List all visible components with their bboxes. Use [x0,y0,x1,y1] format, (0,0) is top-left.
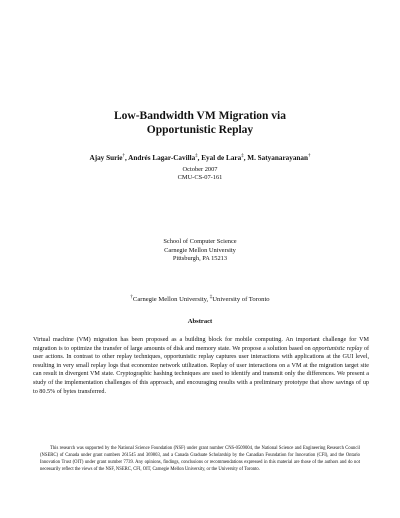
title-line-1: Low-Bandwidth VM Migration via [114,110,286,122]
footnote-text: This research was supported by the National Science Foundation (NSF) under grant number CNS-0509004, the National Science and Engineering Research Council (NSERC) of Canada under grant numbers 261545 and 369803, and a Canada Graduate Scholarship by the Canadian Foundation for Innovation (CFI), and the Ontario Innovation Trust (OIT) under grant number 7739. Any opinions, findings, conclusions or recommendations expressed in this material are those of the authors and do not necessarily reflect the views of the NSF, NSERC, CFI, OIT, Carnegie Mellon University, or the University of Toronto. [40,446,360,472]
address-line-2: Carnegie Mellon University [164,246,236,254]
report-date: October 2007 [182,166,218,173]
title-line-2: Opportunistic Replay [146,124,254,136]
abstract-text-1: Virtual machine (VM) migration has been proposed as a building block for mobile computing. An important challenge for VM migration is to optimize the transfer of large amounts of disk and memory state. We propose a solution based on [33,337,369,352]
address-line-3: Pittsburgh, PA 15213 [172,255,228,262]
affiliation-mark-2: ‡ [209,295,213,300]
abstract-emphasis: opportunistic replay [312,345,363,352]
address-line-1: School of Computer Science [163,238,237,245]
author: Ajay Surie†, [89,154,129,163]
author: Eyal de Lara‡, [201,154,248,163]
abstract-text-2: of user actions. In contrast to other replay techniques, opportunistic replay captures user interactions with applications at the GUI level, resulting in very small replay logs that economize network utilization. Replay of user interactions on a VM at the migration target site can result in divergent VM state. Cryptographic hashing techniques are used to identify and transmit only the differences. We present a study of the implementation challenges of this approach, and encouraging results with a preliminary prototype that show savings of up to 80.5% of bytes transferred. [33,345,369,395]
author-affiliations [40,294,360,304]
abstract-body [33,336,369,396]
institution-address [80,238,320,264]
report-number: CMU-CS-07-161 [177,174,223,181]
author: M. Satyanarayanan† [247,154,311,163]
author: Andrés Lagar-Cavilla‡, [128,154,202,163]
funding-footnote [40,446,360,474]
paper-title [40,109,360,137]
affiliation-mark-1: † [130,295,133,300]
affiliation-2: University of Toronto [212,296,270,304]
abstract-heading: Abstract [187,318,213,325]
affiliation-1: Carnegie Mellon University, [132,296,210,304]
author-list [30,152,370,163]
